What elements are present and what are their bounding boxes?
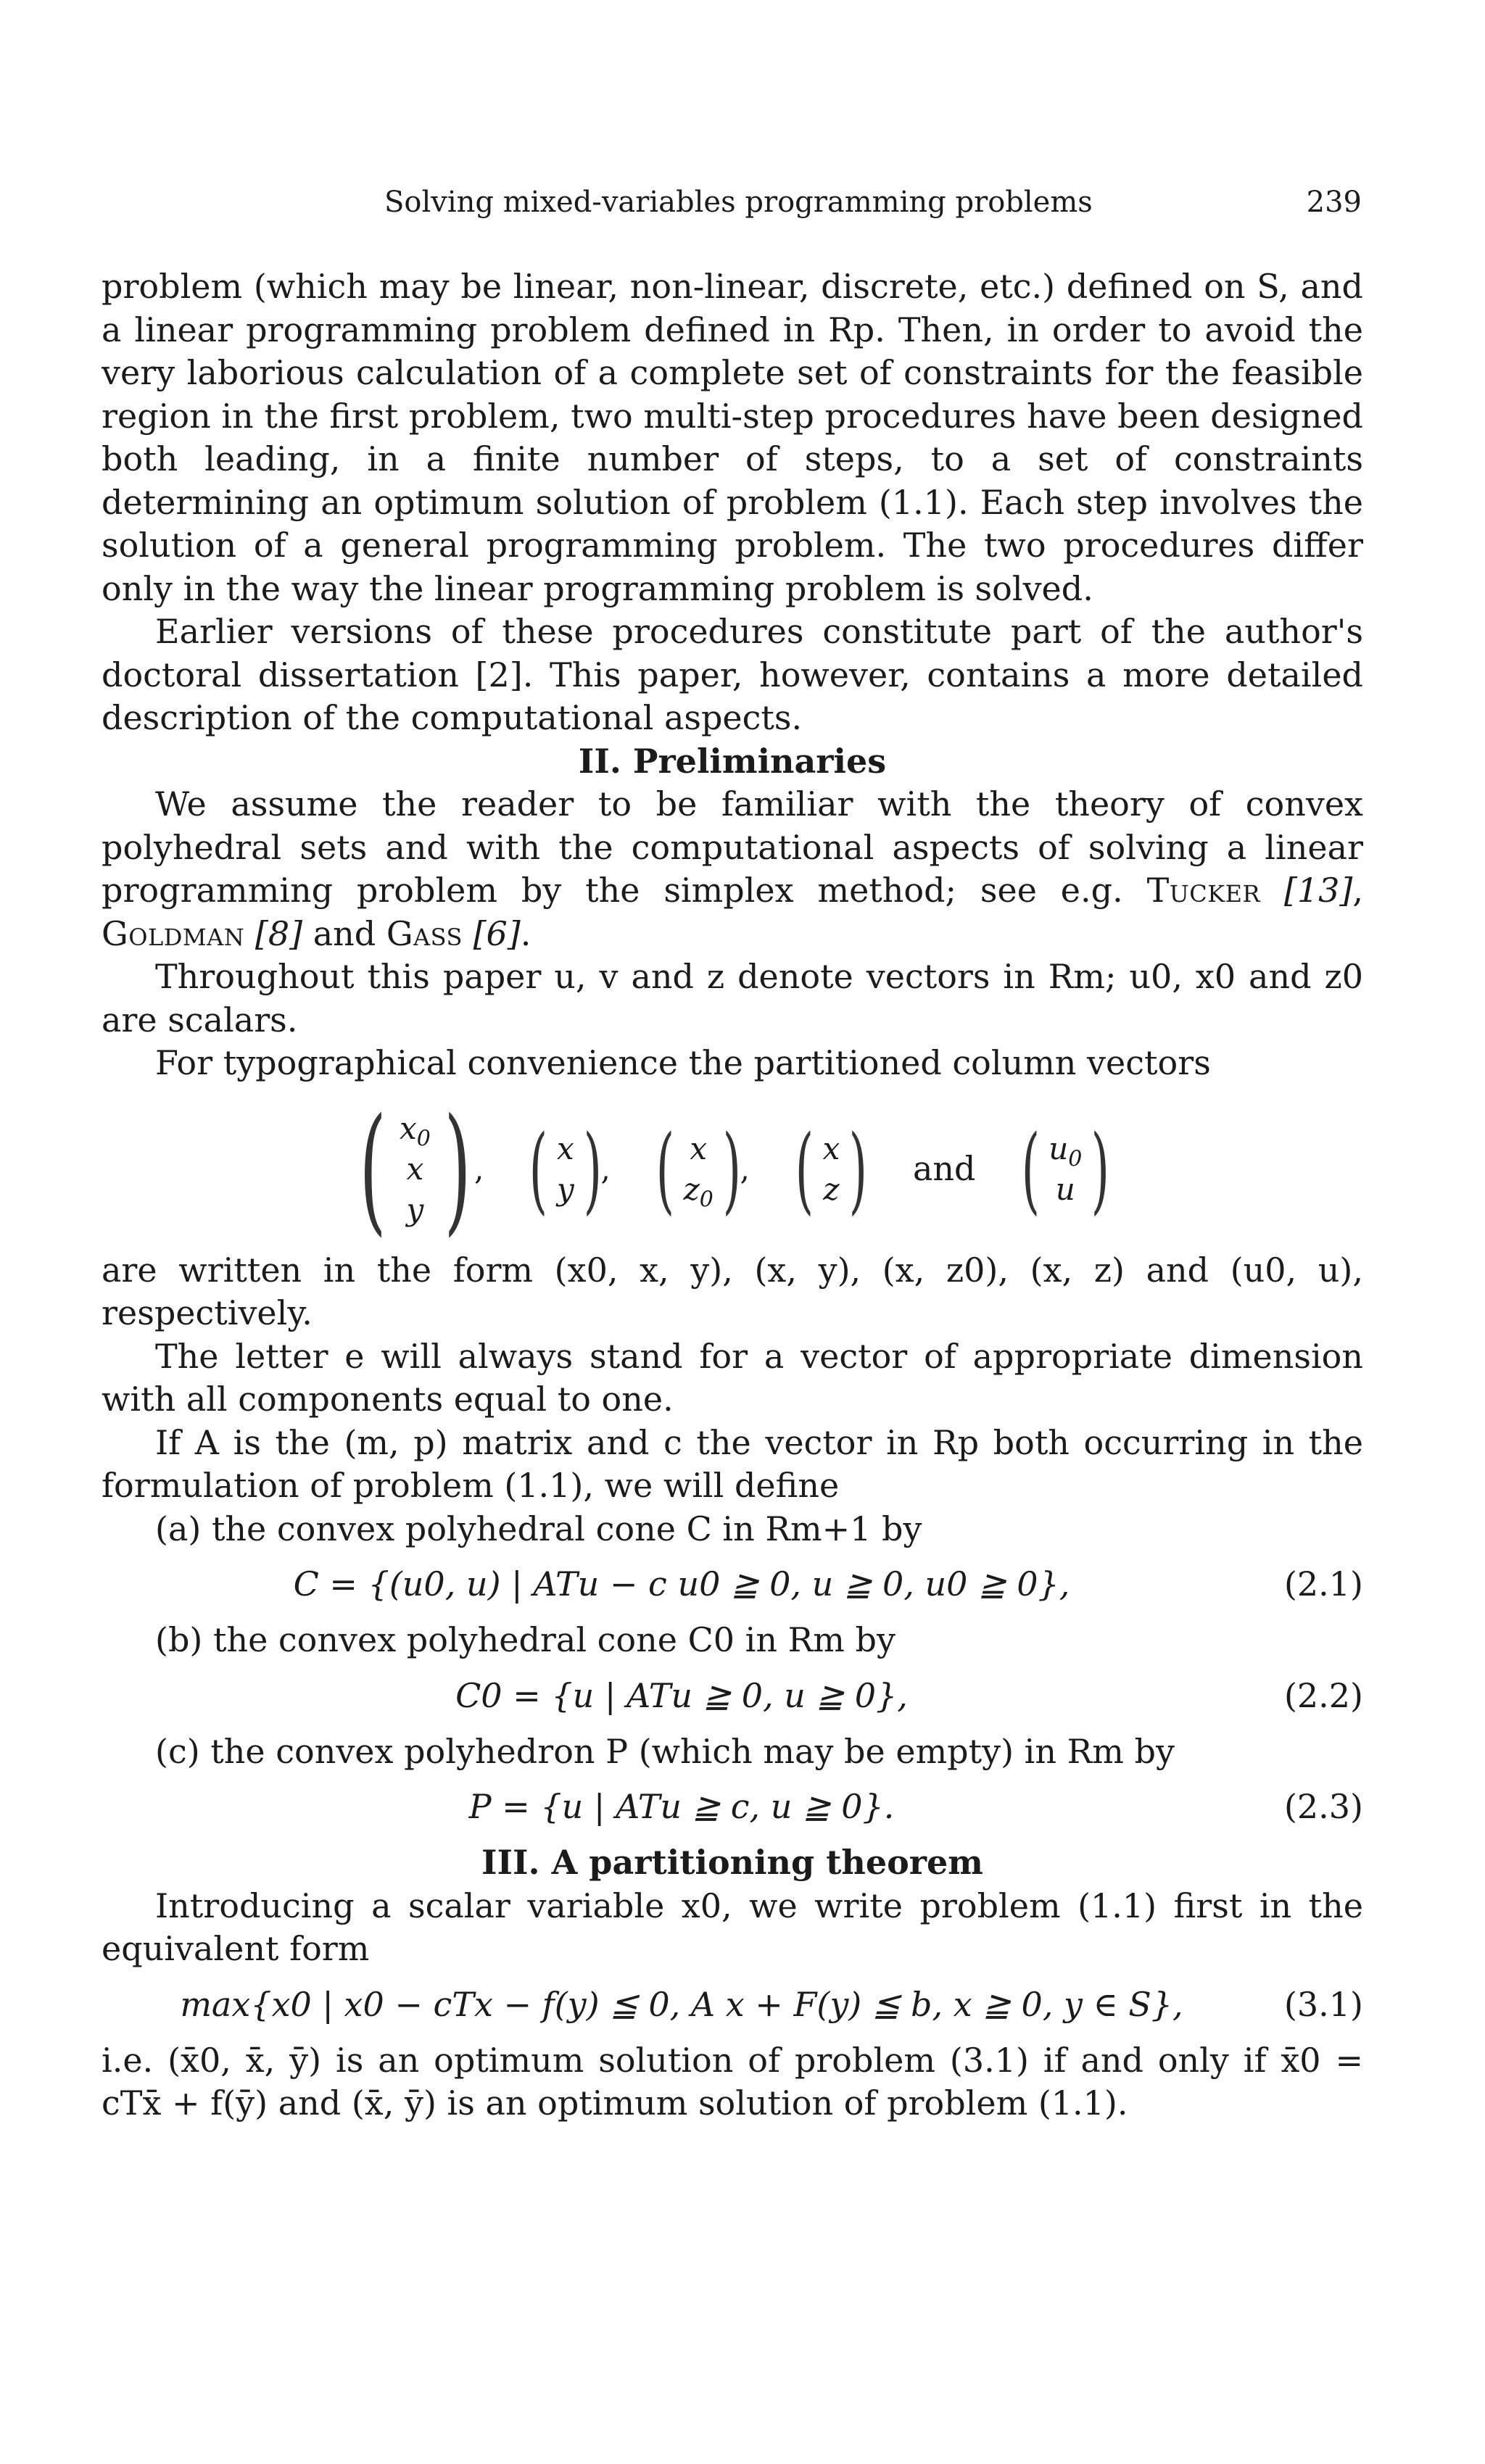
partitioning-paragraph-2: i.e. (x̄0, x̄, ȳ) is an optimum solution of problem (3.1) if and only if x̄0 = cTx̄ + f(ȳ) and (x̄, ȳ) is an optimum solution of problem (1.1). (102, 2040, 1363, 2123)
author-tucker: Tucker (1146, 871, 1261, 910)
section-heading-preliminaries: II. Preliminaries (578, 741, 887, 781)
intro-paragraph-1: problem (which may be linear, non-linear, discrete, etc.) defined on S, and a linear programming problem defined in Rp. Then, in order to avoid the very laborious calculation of a complete set of constraints for the feasible region in the first problem, two multi-step procedures have been designed both leading, in a finite number of steps, to a set of constraints determining an optimum solution of problem (1.1). Each step involves the solution of a general programming problem. The two procedures differ only in the way the linear programming problem is solved. (102, 267, 1363, 608)
preliminaries-paragraph-1: We assume the reader to be familiar with the theory of convex polyhedral sets and with the computational aspects of solving a linear programming problem by the simplex method; see e.g. Tucker [13], Goldman [8] and Gass [6]. (102, 784, 1363, 953)
preliminaries-paragraph-6: If A is the (m, p) matrix and c the vector in Rp both occurring in the formulation of problem (1.1), we will define (102, 1422, 1363, 1505)
equation-3-1 (102, 1978, 1363, 2032)
vector-x-z0: ( x $z_0$ ) , (655, 1113, 750, 1224)
preliminaries-paragraph-1-text: We assume the reader to be familiar with the theory of convex polyhedral sets and with the computational aspects of solving a linear programming problem by the simplex method; see e.g. (102, 784, 1363, 910)
ref-6: [6] (473, 913, 521, 953)
equation-3-1-formula: max{x0 | x0 − cTx − f(y) ≦ 0, A x + F(y) ≦ b, x ≧ 0, y ∈ S}, (180, 1984, 1183, 2024)
definition-item-c: (c) the convex polyhedron P (which may be empty) in Rm by (155, 1731, 1175, 1771)
intro-paragraph-2: Earlier versions of these procedures constitute part of the author's doctoral dissertation [2]. This paper, however, contains a more detailed description of the computational aspects. (102, 612, 1363, 737)
equation-2-3-formula: P = {u | ATu ≧ c, u ≧ 0}. (468, 1787, 895, 1827)
partitioning-paragraph-1: Introducing a scalar variable x0, we write problem (1.1) first in the equivalent form (102, 1886, 1363, 1968)
definition-item-b: (b) the convex polyhedral cone C0 in Rm by (155, 1620, 895, 1659)
equation-2-1-number: (2.1) (1283, 1564, 1363, 1604)
body-text (102, 265, 1363, 2125)
ref-8: [8] (255, 913, 303, 953)
equation-2-2-number: (2.2) (1283, 1675, 1363, 1715)
equation-2-1 (102, 1558, 1363, 1611)
equation-2-2 (102, 1669, 1363, 1723)
equation-3-1-number: (3.1) (1283, 1984, 1363, 2024)
definition-item-a: (a) the convex polyhedral cone C in Rm+1 by (155, 1509, 922, 1548)
vector-x-z: ( x z ) (795, 1113, 868, 1224)
vector-x0-x-y: ( $x_0$ x y ) , (359, 1088, 484, 1249)
vector-u0-u: ( $u_0$ u ) (1021, 1113, 1110, 1224)
preliminaries-paragraph-3: For typographical convenience the partitioned column vectors (155, 1043, 1211, 1082)
equation-2-3 (102, 1780, 1363, 1834)
section-heading-partitioning-theorem: III. A partitioning theorem (481, 1843, 983, 1882)
equation-2-2-formula: C0 = {u | ATu ≧ 0, u ≧ 0}, (455, 1675, 908, 1715)
author-goldman: Goldman (102, 913, 245, 953)
preliminaries-paragraph-5: The letter e will always stand for a vector of appropriate dimension with all components equal to one. (102, 1336, 1363, 1419)
vector-x-y: ( x y ) , (529, 1113, 611, 1224)
page-header (0, 186, 1485, 229)
equation-2-3-number: (2.3) (1283, 1787, 1363, 1827)
vectors-and-word: and (913, 1148, 976, 1188)
page-number: 239 (1306, 186, 1362, 219)
preliminaries-paragraph-4: are written in the form (x0, x, y), (x, y), (x, z0), (x, z) and (u0, u), respectively. (102, 1250, 1363, 1332)
partitioned-column-vectors (102, 1088, 1363, 1249)
author-gass: Gass (386, 913, 463, 953)
and-word: and (313, 913, 376, 953)
ref-13: [13] (1283, 871, 1353, 910)
preliminaries-paragraph-2: Throughout this paper u, v and z denote vectors in Rm; u0, x0 and z0 are scalars. (102, 957, 1363, 1040)
running-title: Solving mixed-variables programming problems (384, 186, 1093, 219)
equation-2-1-formula: C = {(u0, u) | ATu − c u0 ≧ 0, u ≧ 0, u0 ≧ 0}, (293, 1564, 1070, 1604)
